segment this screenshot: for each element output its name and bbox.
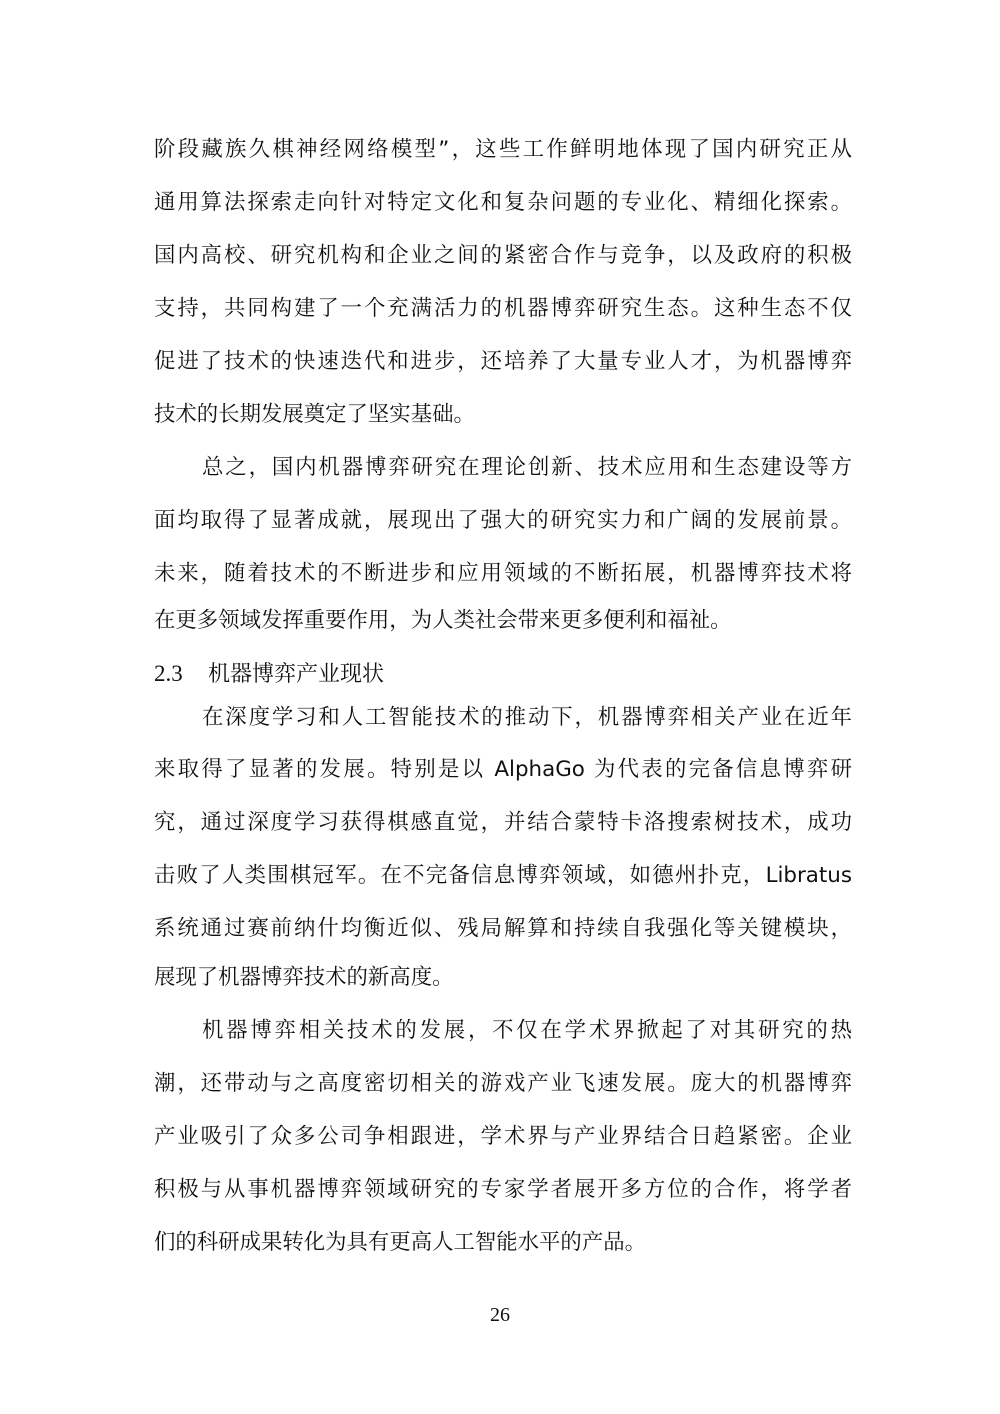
paragraph-line: 机器博弈相关技术的发展，不仅在学术界掀起了对其研究的热 [202, 1018, 852, 1043]
paragraph-line: 潮，还带动与之高度密切相关的游戏产业飞速发展。庞大的机器博弈 [154, 1071, 852, 1096]
paragraph-line: 技术的长期发展奠定了坚实基础。 [154, 402, 475, 427]
section-heading [154, 656, 384, 692]
paragraph-line: 在深度学习和人工智能技术的推动下，机器博弈相关产业在近年 [202, 705, 852, 730]
paragraph-line: 通用算法探索走向针对特定文化和复杂问题的专业化、精细化探索。 [154, 190, 852, 215]
paragraph-line: 支持，共同构建了一个充满活力的机器博弈研究生态。这种生态不仅 [154, 296, 852, 321]
paragraph-line: 积极与从事机器博弈领域研究的专家学者展开多方位的合作，将学者 [154, 1177, 852, 1202]
paragraph-line: 们的科研成果转化为具有更高人工智能水平的产品。 [154, 1230, 646, 1255]
paragraph-line: 总之，国内机器博弈研究在理论创新、技术应用和生态建设等方 [202, 455, 852, 480]
paragraph-line: 究，通过深度学习获得棋感直觉，并结合蒙特卡洛搜索树技术，成功 [154, 810, 852, 835]
paragraph-line: 在更多领域发挥重要作用，为人类社会带来更多便利和福祉。 [154, 608, 732, 633]
paragraph-line: 展现了机器博弈技术的新高度。 [154, 965, 454, 990]
paragraph-line: 系统通过赛前纳什均衡近似、残局解算和持续自我强化等关键模块， [154, 916, 852, 941]
paragraph-line: 阶段藏族久棋神经网络模型”，这些工作鲜明地体现了国内研究正从 [154, 137, 852, 162]
paragraph-line: 国内高校、研究机构和企业之间的紧密合作与竞争，以及政府的积极 [154, 243, 852, 268]
paragraph-line: 促进了技术的快速迭代和进步，还培养了大量专业人才，为机器博弈 [154, 349, 852, 374]
paragraph-line: 来取得了显著的发展。特别是以 AlphaGo 为代表的完备信息博弈研 [154, 757, 852, 782]
paragraph-line: 产业吸引了众多公司争相跟进，学术界与产业界结合日趋紧密。企业 [154, 1124, 852, 1149]
paragraph-line: 面均取得了显著成就，展现出了强大的研究实力和广阔的发展前景。 [154, 508, 852, 533]
section-number: 2.3 [154, 661, 183, 686]
paragraph-line: 未来，随着技术的不断进步和应用领域的不断拓展，机器博弈技术将 [154, 561, 852, 586]
section-title: 机器博弈产业现状 [208, 662, 385, 687]
page-number: 26 [490, 1304, 510, 1326]
paragraph-line: 击败了人类围棋冠军。在不完备信息博弈领域，如德州扑克，Libratus [154, 863, 852, 888]
